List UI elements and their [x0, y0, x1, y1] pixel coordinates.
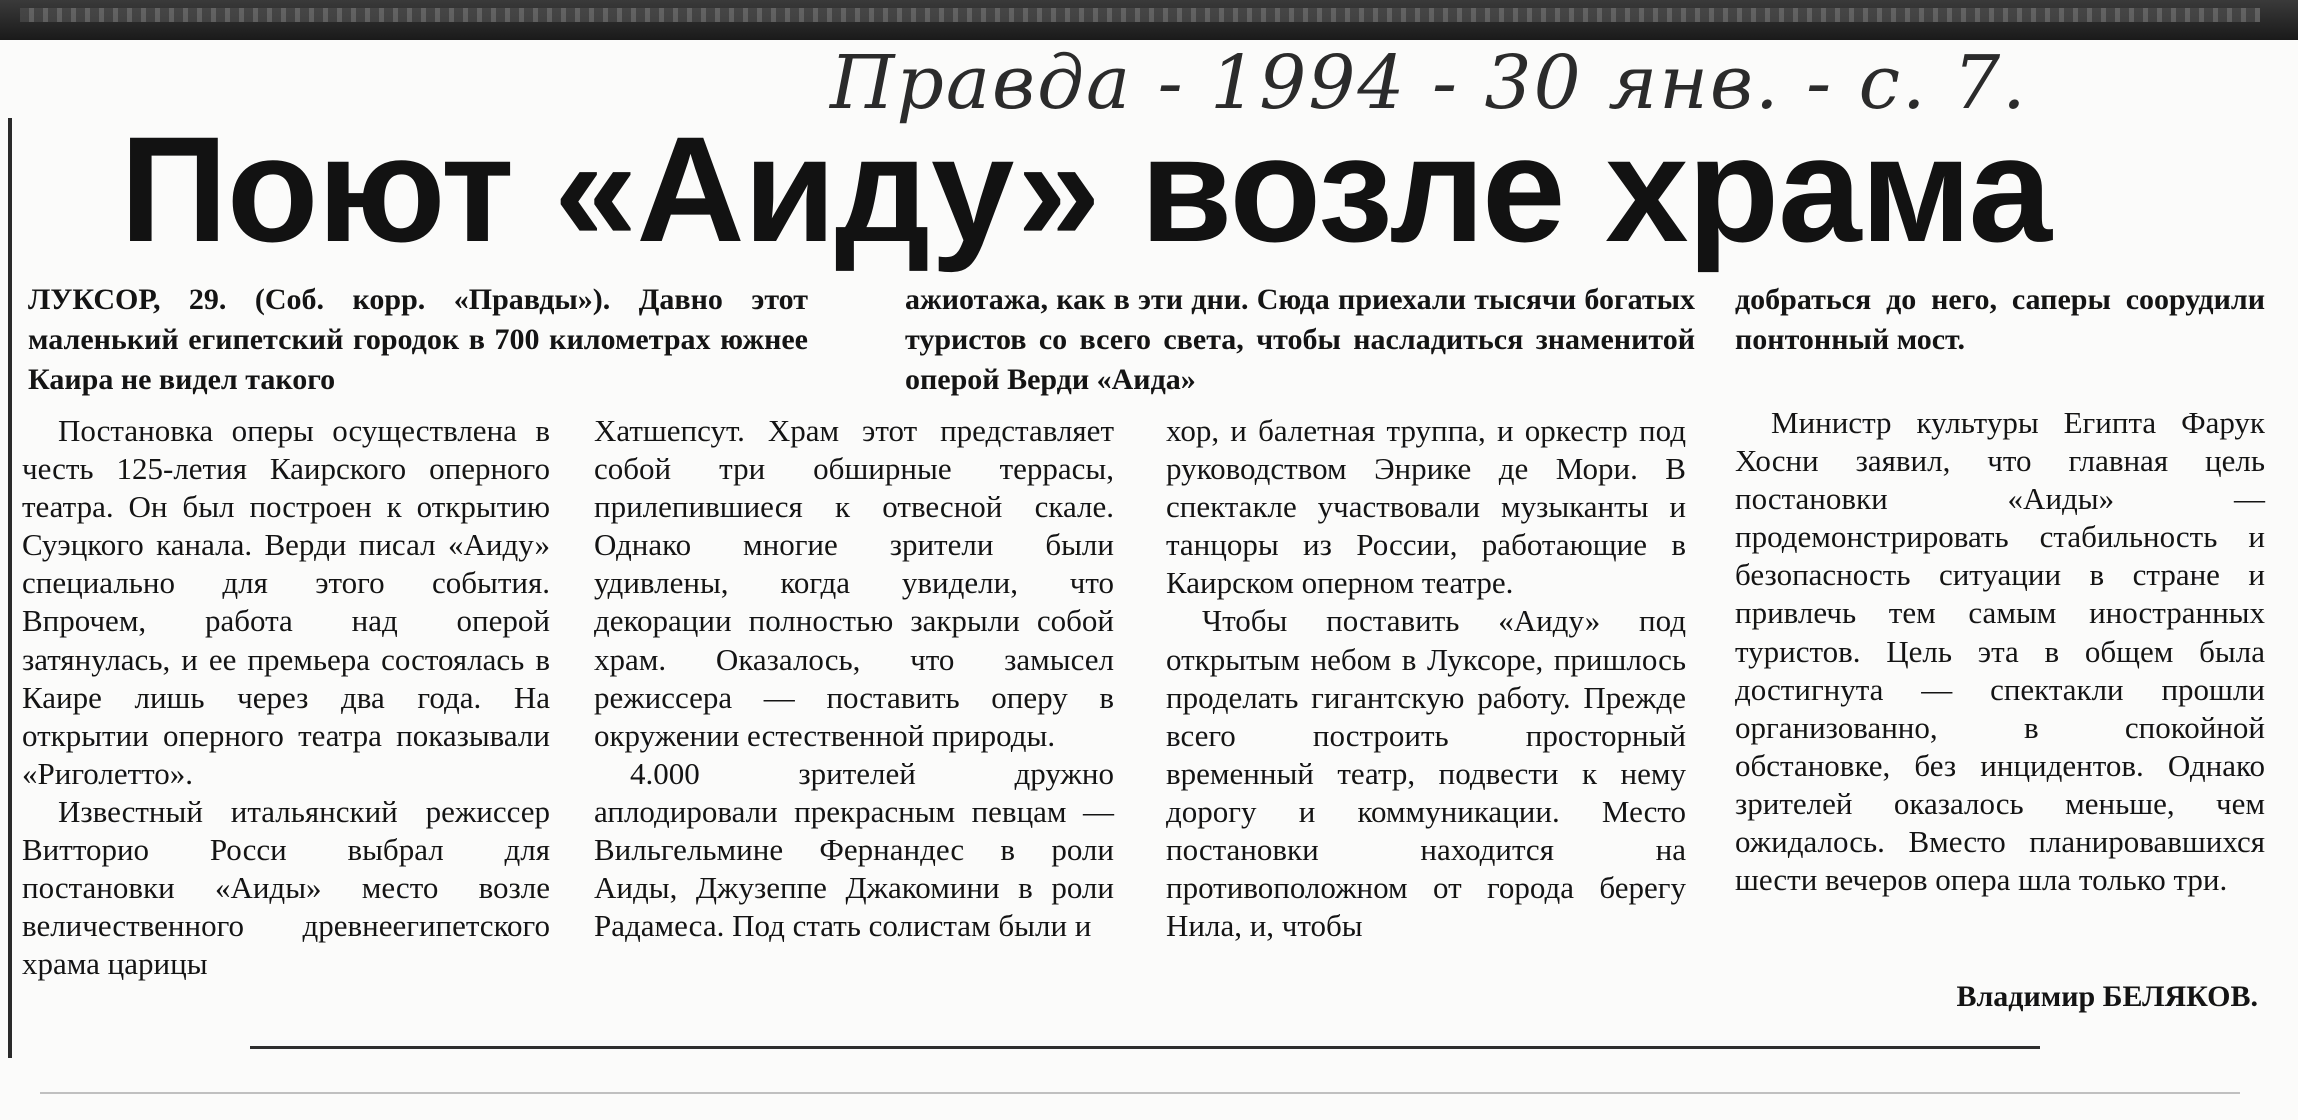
body-column-4	[1735, 404, 2265, 899]
lead-paragraph-part-1: ЛУКСОР, 29. (Соб. корр. «Правды»). Давно этот маленький египетский городок в 700 километрах южнее Каира не видел такого	[28, 283, 808, 396]
body-paragraph: Министр культуры Египта Фарук Хосни заявил, что главная цель постановки «Аиды» — продемонстрировать стабильность и безопасность ситуации в стране и привлечь тем самым иностранных туристов. Цель эта в общем была достигнута — спектакли прошли организованно, в спокойной обстановке, без инцидентов. Однако зрителей оказалось меньше, чем ожидалось. Вместо планировавшихся шести вечеров опера шла только три.	[1735, 405, 2265, 898]
body-paragraph: Хатшепсут. Храм этот представляет собой три обширные террасы, прилепившиеся к отвесной скале. Однако многие зрители были удивлены, когда увидели, что декорации полностью закрыли собой храм. Оказалось, что замысел режиссера — поставить оперу в окружении естественной природы.	[594, 413, 1114, 753]
body-paragraph: Постановка оперы осуществлена в честь 125-летия Каирского оперного театра. Он был построен к открытию Суэцкого канала. Верди писал «Аиду» специально для этого события. Впрочем, работа над оперой затянулась, и ее премьера состоялась в Каире лишь через два года. На открытии оперного театра показывали «Риголетто».	[22, 413, 550, 791]
body-paragraph: 4.000 зрителей дружно аплодировали прекрасным певцам — Вильгельмине Фернандес в роли Аиды, Джузеппе Джакомини в роли Радамеса. Под стать солистам были и	[594, 755, 1114, 944]
body-paragraph: Известный итальянский режиссер Витторио Росси выбрал для постановки «Аиды» место возле величественного древнеегипетского храма царицы	[22, 793, 550, 982]
bottom-rule	[250, 1046, 2040, 1049]
body-column-3	[1166, 412, 1686, 945]
clipping-top-edge	[0, 0, 2298, 40]
body-paragraph: Чтобы поставить «Аиду» под открытым небом в Луксоре, пришлось проделать гигантскую работу. Прежде всего построить просторный временный театр, подвести к нему дорогу и коммуникации. Место постановки находится на противоположном от города берегу Нила, и, чтобы	[1166, 603, 1686, 944]
lead-paragraph-part-3: добраться до него, саперы соорудили понтонный мост.	[1735, 283, 2265, 356]
bottom-edge-line	[40, 1092, 2240, 1094]
left-column-rule	[8, 118, 12, 1058]
handwritten-source-note: Правда - 1994 - 30 янв. - с. 7.	[830, 40, 2028, 126]
author-signature: Владимир БЕЛЯКОВ.	[1956, 980, 2258, 1013]
body-column-1	[22, 412, 550, 983]
lead-paragraph-part-2: ажиотажа, как в эти дни. Сюда приехали тысячи богатых туристов со всего света, чтобы насладиться знаменитой оперой Верди «Аида»	[905, 283, 1695, 396]
body-column-2	[594, 412, 1114, 945]
article-headline: Поют «Аиду» возле храма	[120, 105, 2051, 273]
top-edge-texture	[20, 8, 2260, 22]
body-paragraph: хор, и балетная труппа, и оркестр под руководством Энрике де Мори. В спектакле участвовали музыканты и танцоры из России, работающие в Каирском оперном театре.	[1166, 413, 1686, 601]
